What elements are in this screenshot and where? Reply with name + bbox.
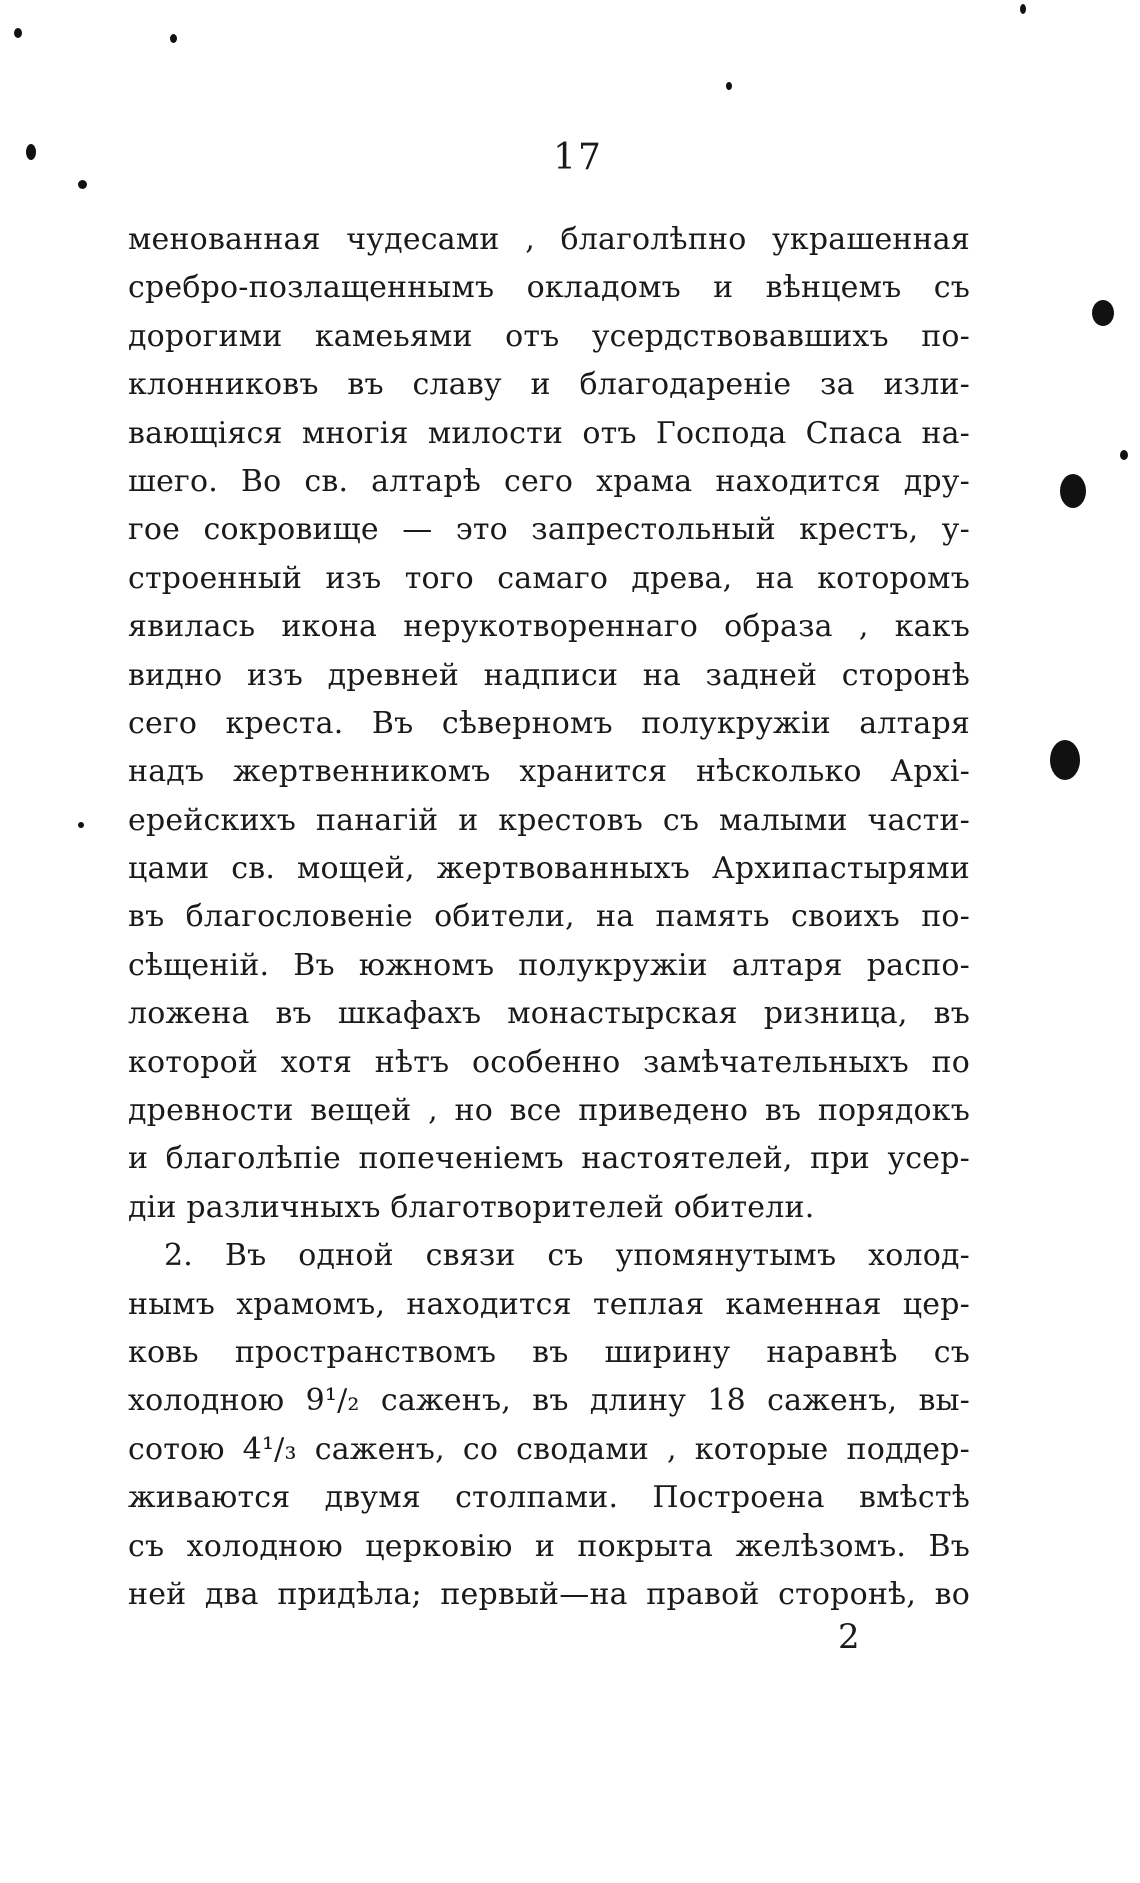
- text-line: менованная чудесами , благолѣпно украшенная: [128, 222, 970, 257]
- text-line: гое сокровище — это запрестольный крестъ, у-: [128, 512, 970, 548]
- text-line: сѣщеній. Въ южномъ полукружіи алтаря распо-: [128, 947, 970, 983]
- ink-speck: [1050, 740, 1080, 780]
- text-line: видно изъ древней надписи на задней сторонѣ: [128, 657, 970, 693]
- text-line: сего креста. Въ сѣверномъ полукружіи алтаря: [128, 705, 970, 741]
- signature-mark: 2: [838, 1617, 860, 1657]
- ink-speck: [1060, 474, 1086, 508]
- ink-speck: [78, 822, 84, 828]
- text-line: холодною 9¹/₂ саженъ, въ длину 18 саженъ, вы-: [128, 1383, 970, 1419]
- text-line: живаются двумя столпами. Построена вмѣстѣ: [128, 1480, 970, 1516]
- text-line: надъ жертвенникомъ хранится нѣсколько Архі-: [128, 754, 970, 790]
- text-line: ложена въ шкафахъ монастырская ризница, въ: [128, 996, 970, 1032]
- text-line: явилась икона нерукотвореннаго образа , какъ: [128, 609, 970, 645]
- text-line: ковь пространствомъ въ ширину наравнѣ съ: [128, 1334, 970, 1370]
- text-line: клонниковъ въ славу и благодареніе за изли-: [128, 367, 970, 403]
- text-line: діи различныхъ благотворителей обители.: [128, 1189, 815, 1225]
- text-line: ерейскихъ панагій и крестовъ съ малыми части-: [128, 802, 970, 838]
- text-line: нымъ храмомъ, находится теплая каменная цер-: [128, 1286, 970, 1322]
- ink-speck: [1020, 4, 1026, 14]
- ink-speck: [1120, 450, 1128, 460]
- page-number: 17: [553, 137, 603, 178]
- ink-speck: [14, 28, 22, 38]
- text-line: строенный изъ того самаго древа, на которомъ: [128, 560, 970, 596]
- body-text: [128, 216, 970, 1619]
- text-line: съ холодною церковію и покрыта желѣзомъ. Въ: [128, 1528, 970, 1564]
- text-line: которой хотя нѣтъ особенно замѣчательныхъ по: [128, 1044, 970, 1080]
- text-line: 2. Въ одной связи съ упомянутымъ холод-: [164, 1238, 970, 1274]
- text-line: сотою 4¹/₃ саженъ, со сводами , которые поддер-: [128, 1431, 970, 1467]
- text-line: древности вещей , но все приведено въ порядокъ: [128, 1093, 970, 1129]
- text-line: шего. Во св. алтарѣ сего храма находится дру-: [128, 463, 970, 499]
- text-line: вающіяся многія милости отъ Господа Спаса на-: [128, 415, 970, 451]
- ink-speck: [170, 34, 177, 43]
- ink-speck: [78, 180, 87, 189]
- text-line: цами св. мощей, жертвованныхъ Архипастырями: [128, 851, 970, 887]
- text-line: въ благословеніе обители, на память своихъ по-: [128, 899, 970, 935]
- ink-speck: [726, 82, 732, 90]
- text-line: и благолѣпіе попеченіемъ настоятелей, при усер-: [128, 1141, 970, 1177]
- text-line: ней два придѣла; первый—на правой сторонѣ, во: [128, 1576, 970, 1612]
- ink-speck: [1092, 300, 1114, 326]
- text-line: дорогими камеьями отъ усердствовавшихъ по-: [128, 318, 970, 354]
- text-line: сребро-позлащеннымъ окладомъ и вѣнцемъ съ: [128, 270, 970, 306]
